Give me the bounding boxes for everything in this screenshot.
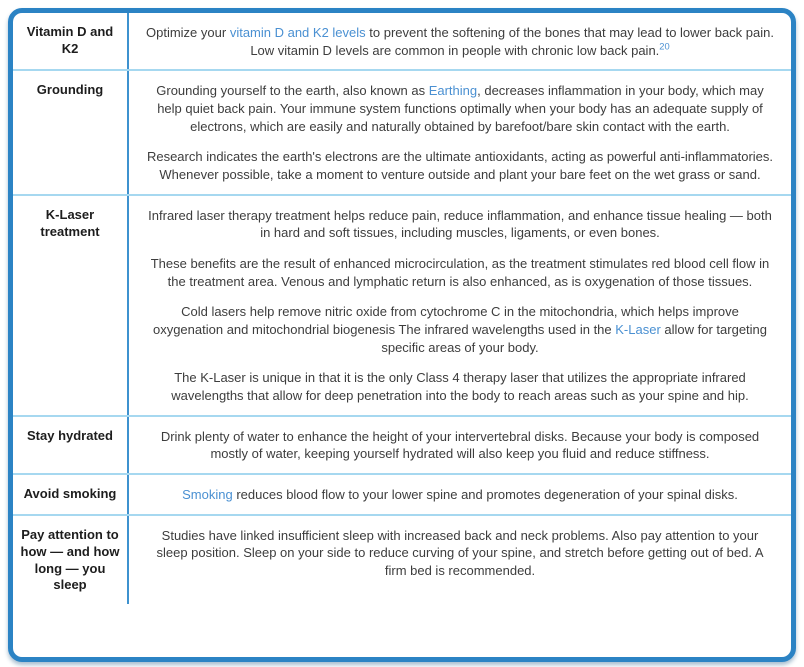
text-segment: Infrared laser therapy treatment helps reduce pain, reduce inflammation, and enhance tissue healing — both in hard and soft tissues, including muscles, ligaments, or even bones. <box>148 207 772 241</box>
row-content <box>129 417 791 473</box>
text-segment: The K-Laser is unique in that it is the only Class 4 therapy laser that utilizes the appropriate infrared wavelengths that allow for deep penetration into the body to reach areas such as your spine and hip. <box>171 370 749 404</box>
paragraph <box>145 486 775 504</box>
table-row <box>13 69 791 193</box>
table-row <box>13 13 791 69</box>
text-segment: , decreases inflammation in your body, which may help quiet back pain. Your immune system functions optimally when your body has an adequate supply of electrons, which are easily and naturally obtained by barefoot/bare skin contact with the earth. <box>157 83 764 134</box>
inline-link[interactable]: Smoking <box>182 487 233 503</box>
row-label: Avoid smoking <box>13 475 129 514</box>
paragraph <box>145 369 775 404</box>
row-content <box>129 71 791 193</box>
row-label: Vitamin D and K2 <box>13 13 129 69</box>
table-row <box>13 415 791 473</box>
row-label: Pay attention to how — and how long — you sleep <box>13 516 129 605</box>
row-content <box>129 13 791 69</box>
paragraph <box>145 428 775 463</box>
text-segment: to prevent the softening of the bones that may lead to lower back pain. Low vitamin D levels are common in people with chronic low back pain. <box>250 25 774 58</box>
table-row <box>13 473 791 514</box>
reference-link[interactable]: 20 <box>659 41 670 52</box>
text-segment: These benefits are the result of enhanced microcirculation, as the treatment stimulates red blood cell flow in the treatment area. Venous and lymphatic return is also enhanced, as is oxygenation of those tissues. <box>150 256 770 289</box>
row-content <box>129 516 791 605</box>
paragraph <box>145 207 775 242</box>
back-pain-tips-table <box>8 8 796 662</box>
text-segment: Drink plenty of water to enhance the height of your intervertebral disks. Because your body is composed mostly of water, keeping yourself hydrated will also keep you fluid and reduce stiffness. <box>160 428 760 462</box>
row-content <box>129 196 791 415</box>
paragraph <box>145 255 775 290</box>
text-segment: allow for targeting specific areas of your body. <box>381 322 768 355</box>
paragraph <box>145 82 775 135</box>
text-segment: Studies have linked insufficient sleep with increased back and neck problems. Also pay attention to your sleep position. Sleep on your side to reduce curving of your spine, and stretch before getting out of bed. A firm bed is recommended. <box>156 527 764 579</box>
table-row <box>13 194 791 415</box>
inline-link[interactable]: K-Laser <box>615 322 661 338</box>
row-content <box>129 475 791 514</box>
table-row <box>13 514 791 605</box>
inline-link[interactable]: Earthing <box>428 83 478 99</box>
paragraph <box>145 148 775 183</box>
paragraph <box>145 303 775 356</box>
text-segment: Cold lasers help remove nitric oxide from cytochrome C in the mitochondria, which helps improve oxygenation and mitochondrial biogenesis The infrared wavelengths used in the <box>152 304 739 338</box>
paragraph <box>145 24 775 59</box>
paragraph <box>145 527 775 580</box>
inline-link[interactable]: vitamin D and K2 levels <box>229 25 366 40</box>
row-label: Grounding <box>13 71 129 193</box>
text-segment: reduces blood flow to your lower spine and promotes degeneration of your spinal disks. <box>232 487 738 503</box>
text-segment: Research indicates the earth's electrons are the ultimate antioxidants, acting as powerful anti-inflammatories. Whenever possible, take a moment to venture outside and plant your bare feet on the wet grass or sand. <box>146 149 774 183</box>
text-segment: Grounding yourself to the earth, also known as <box>156 83 429 99</box>
text-segment: Optimize your <box>146 25 230 40</box>
row-label: K-Laser treatment <box>13 196 129 415</box>
row-label: Stay hydrated <box>13 417 129 473</box>
